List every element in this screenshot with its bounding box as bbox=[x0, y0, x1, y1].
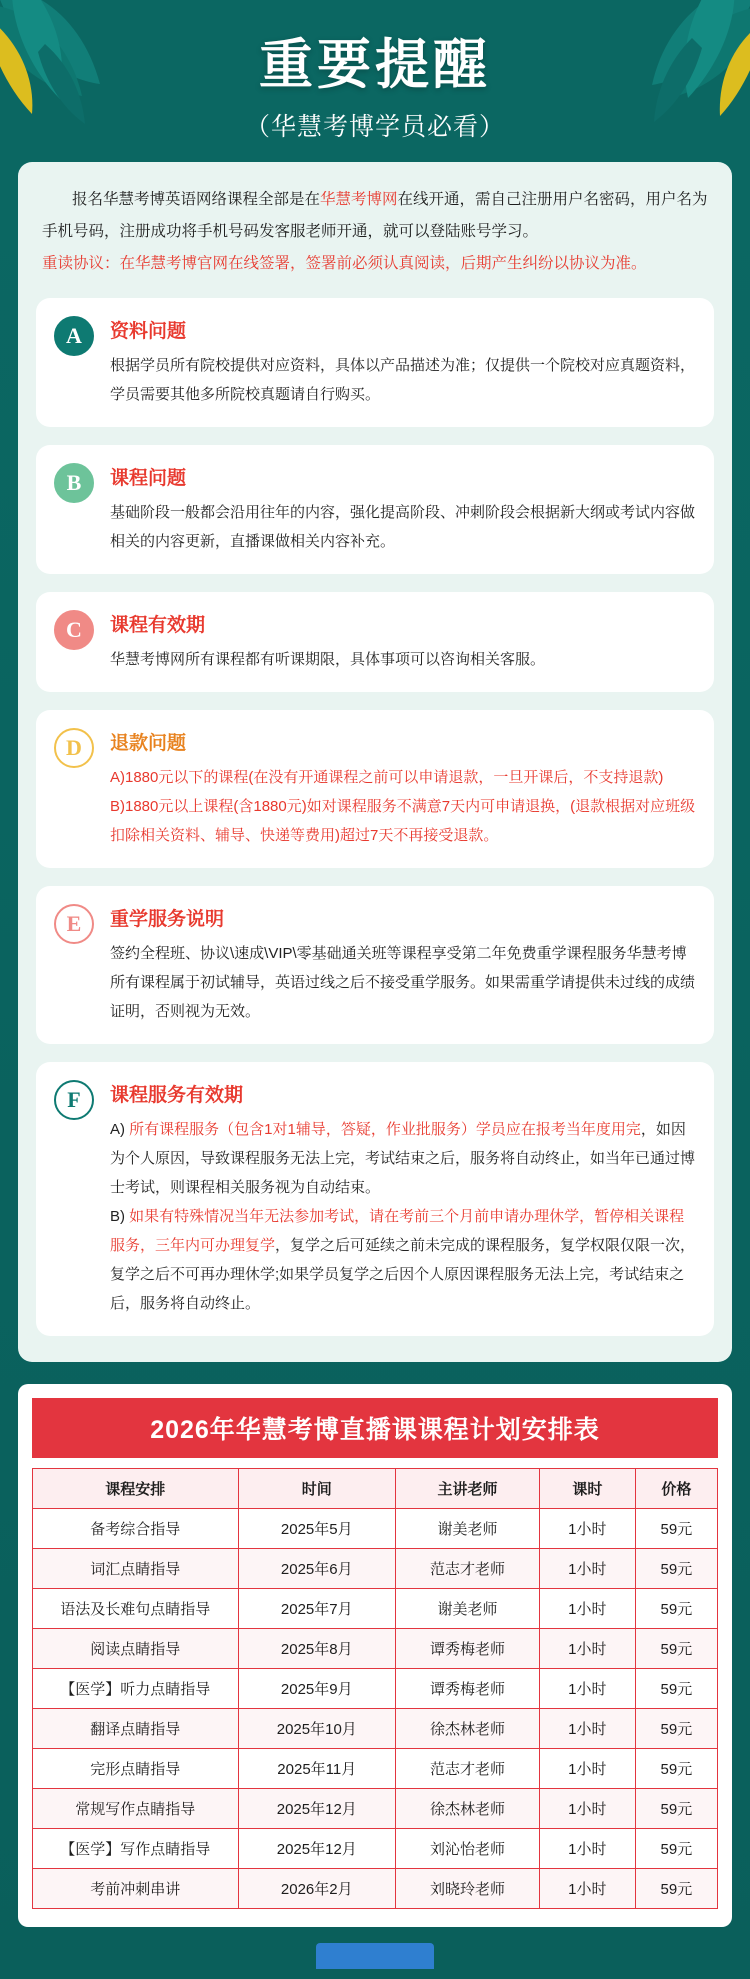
item-title-a: 资料问题 bbox=[110, 321, 187, 342]
table-cell: 1小时 bbox=[539, 1549, 635, 1589]
schedule-table bbox=[32, 1468, 718, 1909]
section-item-f bbox=[36, 1062, 714, 1336]
table-header-row bbox=[33, 1469, 718, 1509]
item-title-e: 重学服务说明 bbox=[110, 909, 225, 930]
page-subtitle: （华慧考博学员必看） bbox=[244, 113, 505, 141]
table-cell: 2025年12月 bbox=[238, 1829, 396, 1869]
table-row bbox=[33, 1509, 718, 1549]
intro-highlight: 华慧考博网 bbox=[320, 191, 398, 208]
table-cell: 2025年10月 bbox=[238, 1709, 396, 1749]
item-f-a-prefix: A) bbox=[110, 1121, 130, 1138]
table-header-cell: 主讲老师 bbox=[396, 1469, 540, 1509]
table-cell: 59元 bbox=[635, 1669, 717, 1709]
table-cell: 词汇点睛指导 bbox=[33, 1549, 239, 1589]
table-cell: 阅读点睛指导 bbox=[33, 1629, 239, 1669]
item-title-d: 退款问题 bbox=[110, 733, 187, 754]
table-row bbox=[33, 1869, 718, 1909]
item-f-a-highlight: 所有课程服务（包含1对1辅导，答疑，作业批服务）学员应在报考当年度用完 bbox=[129, 1121, 641, 1138]
table-cell: 备考综合指导 bbox=[33, 1509, 239, 1549]
intro-text-a: 报名华慧考博英语网络课程全部是在 bbox=[72, 191, 321, 208]
item-f-b-rest: ，复学之后可延续之前未完成的课程服务，复学权限仅限一次，复学之后不可再办理休学;如果学员复学之后因个人原因课程服务无法上完，考试结束之后，服务将自动终止。 bbox=[110, 1237, 696, 1312]
content-card bbox=[18, 162, 732, 1362]
table-row bbox=[33, 1789, 718, 1829]
item-body-d bbox=[110, 763, 696, 850]
table-cell: 2025年8月 bbox=[238, 1629, 396, 1669]
table-cell: 59元 bbox=[635, 1749, 717, 1789]
item-title-c: 课程有效期 bbox=[110, 615, 206, 636]
schedule-title: 2026年华慧考博直播课课程计划安排表 bbox=[32, 1398, 718, 1458]
table-cell: 1小时 bbox=[539, 1869, 635, 1909]
table-cell: 1小时 bbox=[539, 1509, 635, 1549]
table-cell: 谭秀梅老师 bbox=[396, 1669, 540, 1709]
intro-paragraph bbox=[36, 184, 714, 248]
table-cell: 徐杰林老师 bbox=[396, 1789, 540, 1829]
badge-letter-a: A bbox=[54, 316, 94, 356]
footer-button-area bbox=[0, 1927, 750, 1979]
table-cell: 完形点睛指导 bbox=[33, 1749, 239, 1789]
item-title-f: 课程服务有效期 bbox=[110, 1085, 244, 1106]
badge-letter-c: C bbox=[54, 610, 94, 650]
table-cell: 59元 bbox=[635, 1869, 717, 1909]
badge-letter-d: D bbox=[54, 728, 94, 768]
table-cell: 范志才老师 bbox=[396, 1749, 540, 1789]
table-header-cell: 课时 bbox=[539, 1469, 635, 1509]
section-item-e bbox=[36, 886, 714, 1044]
table-cell: 1小时 bbox=[539, 1629, 635, 1669]
table-cell: 常规写作点睛指导 bbox=[33, 1789, 239, 1829]
item-body-c: 华慧考博网所有课程都有听课期限，具体事项可以咨询相关客服。 bbox=[110, 651, 546, 668]
table-header-cell: 时间 bbox=[238, 1469, 396, 1509]
table-cell: 1小时 bbox=[539, 1709, 635, 1749]
table-cell: 谭秀梅老师 bbox=[396, 1629, 540, 1669]
schedule-card bbox=[18, 1384, 732, 1927]
table-cell: 1小时 bbox=[539, 1789, 635, 1829]
table-cell: 1小时 bbox=[539, 1829, 635, 1869]
table-cell: 59元 bbox=[635, 1589, 717, 1629]
item-d-line-2: B)1880元以上课程(含1880元)如对课程服务不满意7天内可申请退换，(退款根据对应班级扣除相关资料、辅导、快递等费用)超过7天不再接受退款。 bbox=[110, 798, 696, 844]
item-f-b-prefix: B) bbox=[110, 1208, 130, 1225]
item-d-line-1: A)1880元以下的课程(在没有开通课程之前可以申请退款，一旦开课后，不支持退款) bbox=[110, 769, 664, 786]
table-cell: 59元 bbox=[635, 1549, 717, 1589]
table-cell: 语法及长难句点睛指导 bbox=[33, 1589, 239, 1629]
table-body bbox=[33, 1509, 718, 1909]
table-cell: 2026年2月 bbox=[238, 1869, 396, 1909]
item-f-para-a bbox=[110, 1115, 696, 1202]
item-f-a-rest: ，如因为个人原因，导致课程服务无法上完，考试结束之后，服务将自动终止，如当年已通过博士考试，则课程相关服务视为自动结束。 bbox=[110, 1121, 696, 1196]
badge-letter-f: F bbox=[54, 1080, 94, 1120]
item-body-a: 根据学员所有院校提供对应资料，具体以产品描述为准；仅提供一个院校对应真题资料，学员需要其他多所院校真题请自行购买。 bbox=[110, 357, 696, 403]
item-body-b: 基础阶段一般都会沿用往年的内容，强化提高阶段、冲刺阶段会根据新大纲或考试内容做相关的内容更新，直播课做相关内容补充。 bbox=[110, 504, 696, 550]
table-cell: 2025年9月 bbox=[238, 1669, 396, 1709]
section-item-d bbox=[36, 710, 714, 868]
table-cell: 范志才老师 bbox=[396, 1549, 540, 1589]
table-row bbox=[33, 1829, 718, 1869]
table-cell: 刘晓玲老师 bbox=[396, 1869, 540, 1909]
table-row bbox=[33, 1589, 718, 1629]
table-row bbox=[33, 1749, 718, 1789]
section-item-c bbox=[36, 592, 714, 692]
table-cell: 59元 bbox=[635, 1829, 717, 1869]
table-cell: 59元 bbox=[635, 1709, 717, 1749]
table-cell: 翻译点睛指导 bbox=[33, 1709, 239, 1749]
table-cell: 【医学】写作点睛指导 bbox=[33, 1829, 239, 1869]
table-cell: 59元 bbox=[635, 1509, 717, 1549]
table-cell: 谢美老师 bbox=[396, 1509, 540, 1549]
section-item-b bbox=[36, 445, 714, 574]
table-cell: 考前冲刺串讲 bbox=[33, 1869, 239, 1909]
badge-letter-e: E bbox=[54, 904, 94, 944]
table-row bbox=[33, 1669, 718, 1709]
table-cell: 2025年12月 bbox=[238, 1789, 396, 1829]
table-cell: 2025年11月 bbox=[238, 1749, 396, 1789]
table-cell: 1小时 bbox=[539, 1669, 635, 1709]
intro-note: 重读协议：在华慧考博官网在线签署，签署前必须认真阅读，后期产生纠纷以协议为准。 bbox=[42, 255, 647, 272]
table-cell: 1小时 bbox=[539, 1589, 635, 1629]
badge-letter-b: B bbox=[54, 463, 94, 503]
table-header-cell: 价格 bbox=[635, 1469, 717, 1509]
section-item-a bbox=[36, 298, 714, 427]
page-title: 重要提醒 bbox=[259, 35, 491, 95]
intro-text-b: 在线开通，需自己注册用户名密码，用户名为手机号码，注册成功将手机号码发客服老师开通，就可以登陆账号学习。 bbox=[42, 191, 708, 240]
item-title-b: 课程问题 bbox=[110, 468, 187, 489]
table-cell: 59元 bbox=[635, 1789, 717, 1829]
table-row bbox=[33, 1709, 718, 1749]
table-cell: 徐杰林老师 bbox=[396, 1709, 540, 1749]
footer-action-button[interactable] bbox=[316, 1943, 434, 1969]
table-row bbox=[33, 1629, 718, 1669]
table-cell: 谢美老师 bbox=[396, 1589, 540, 1629]
table-cell: 2025年6月 bbox=[238, 1549, 396, 1589]
page-header bbox=[0, 0, 750, 148]
table-cell: 2025年7月 bbox=[238, 1589, 396, 1629]
table-row bbox=[33, 1549, 718, 1589]
table-cell: 刘沁怡老师 bbox=[396, 1829, 540, 1869]
item-f-para-b bbox=[110, 1202, 696, 1318]
item-body-f bbox=[110, 1115, 696, 1318]
table-header-cell: 课程安排 bbox=[33, 1469, 239, 1509]
table-cell: 1小时 bbox=[539, 1749, 635, 1789]
table-cell: 【医学】听力点睛指导 bbox=[33, 1669, 239, 1709]
table-cell: 2025年5月 bbox=[238, 1509, 396, 1549]
table-cell: 59元 bbox=[635, 1629, 717, 1669]
item-f-b-highlight: 如果有特殊情况当年无法参加考试，请在考前三个月前申请办理休学，暂停相关课程服务，三年内可办理复学 bbox=[110, 1208, 685, 1254]
item-body-e: 签约全程班、协议\速成\VIP\零基础通关班等课程享受第二年免费重学课程服务华慧考博所有课程属于初试辅导，英语过线之后不接受重学服务。如果需重学请提供未过线的成绩证明，否则视为无效。 bbox=[110, 945, 696, 1020]
